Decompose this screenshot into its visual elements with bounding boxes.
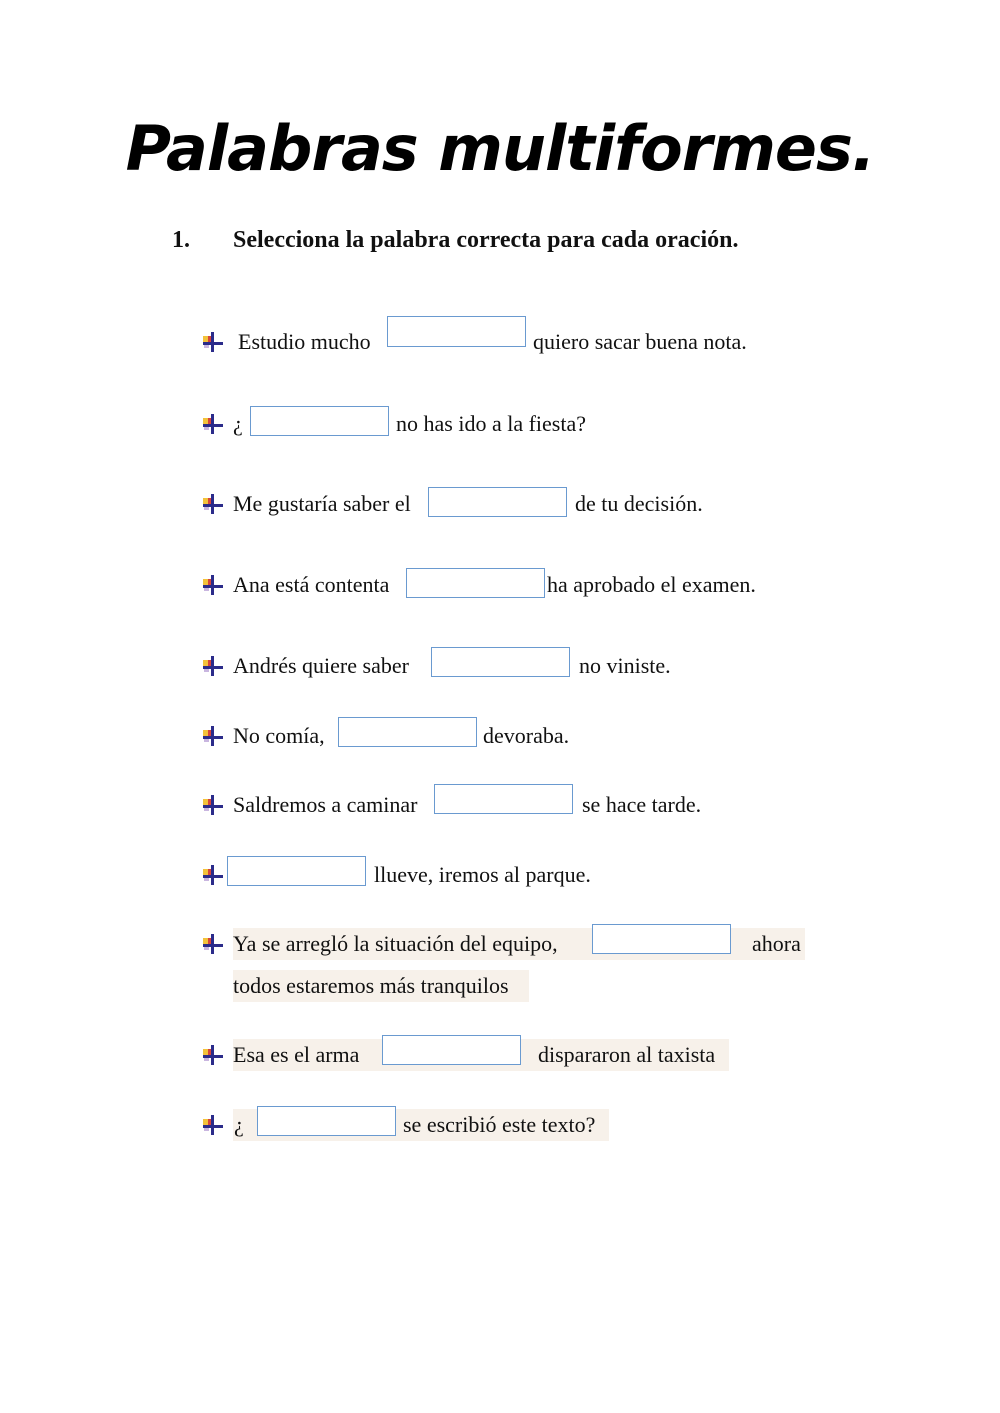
sentence-before: Ya se arregló la situación del equipo, — [233, 931, 558, 956]
instruction — [172, 227, 738, 254]
list-item — [201, 569, 801, 601]
sentence-after: de tu decisión. — [575, 491, 703, 516]
answer-box[interactable] — [406, 568, 545, 598]
bullet-icon — [201, 1115, 223, 1137]
bullet-icon — [201, 726, 223, 748]
answer-box[interactable] — [428, 487, 567, 517]
sentence-after: se escribió este texto? — [403, 1112, 596, 1137]
list-item — [201, 1109, 801, 1141]
bullet-icon — [201, 656, 223, 678]
sentence-after: no has ido a la fiesta? — [396, 411, 586, 436]
answer-box[interactable] — [227, 856, 366, 886]
instruction-text: Selecciona la palabra correcta para cada oración. — [233, 227, 739, 253]
sentence-before: Ana está contenta — [233, 572, 390, 597]
instruction-number: 1. — [172, 227, 190, 253]
sentence-before: ¿ — [234, 1112, 244, 1137]
answer-box[interactable] — [257, 1106, 396, 1136]
sentence-after: dispararon al taxista — [538, 1042, 716, 1067]
sentence-after: no viniste. — [579, 653, 671, 678]
bullet-icon — [201, 795, 223, 817]
answer-box[interactable] — [250, 406, 389, 436]
answer-box[interactable] — [338, 717, 477, 747]
answer-box[interactable] — [592, 924, 731, 954]
answer-box[interactable] — [387, 316, 526, 347]
sentence-after: se hace tarde. — [582, 792, 702, 817]
sentence-before: ¿ — [233, 411, 243, 436]
bullet-icon — [201, 934, 223, 956]
list-item — [201, 1039, 801, 1071]
answer-box[interactable] — [382, 1035, 521, 1065]
bullet-icon — [201, 332, 223, 354]
sentence-after: llueve, iremos al parque. — [374, 862, 591, 887]
sentence-before: Estudio mucho — [238, 329, 371, 354]
bullet-icon — [201, 575, 223, 597]
sentence-before: Me gustaría saber el — [233, 491, 411, 516]
list-item — [201, 859, 801, 891]
page-title: Palabras multiformes. — [125, 112, 875, 185]
sentence-continuation: todos estaremos más tranquilos — [233, 973, 509, 998]
sentence-before: No comía, — [233, 723, 325, 748]
list-item — [201, 720, 801, 752]
sentence-before: Andrés quiere saber — [233, 653, 409, 678]
sentence-after: ahora — [752, 931, 801, 956]
list-item — [201, 650, 801, 682]
list-item — [201, 326, 801, 358]
answer-box[interactable] — [431, 647, 570, 677]
list-item — [201, 488, 801, 520]
sentence-before: Saldremos a caminar — [233, 792, 418, 817]
bullet-icon — [201, 1045, 223, 1067]
bullet-icon — [201, 494, 223, 516]
bullet-icon — [201, 865, 223, 887]
sentence-after: quiero sacar buena nota. — [533, 329, 747, 354]
sentence-after: devoraba. — [483, 723, 570, 748]
list-item — [201, 928, 811, 1000]
sentence-after: ha aprobado el examen. — [547, 572, 756, 597]
list-item — [201, 789, 801, 821]
bullet-icon — [201, 414, 223, 436]
sentence-before: Esa es el arma — [233, 1042, 360, 1067]
list-item — [201, 408, 801, 440]
answer-box[interactable] — [434, 784, 573, 814]
